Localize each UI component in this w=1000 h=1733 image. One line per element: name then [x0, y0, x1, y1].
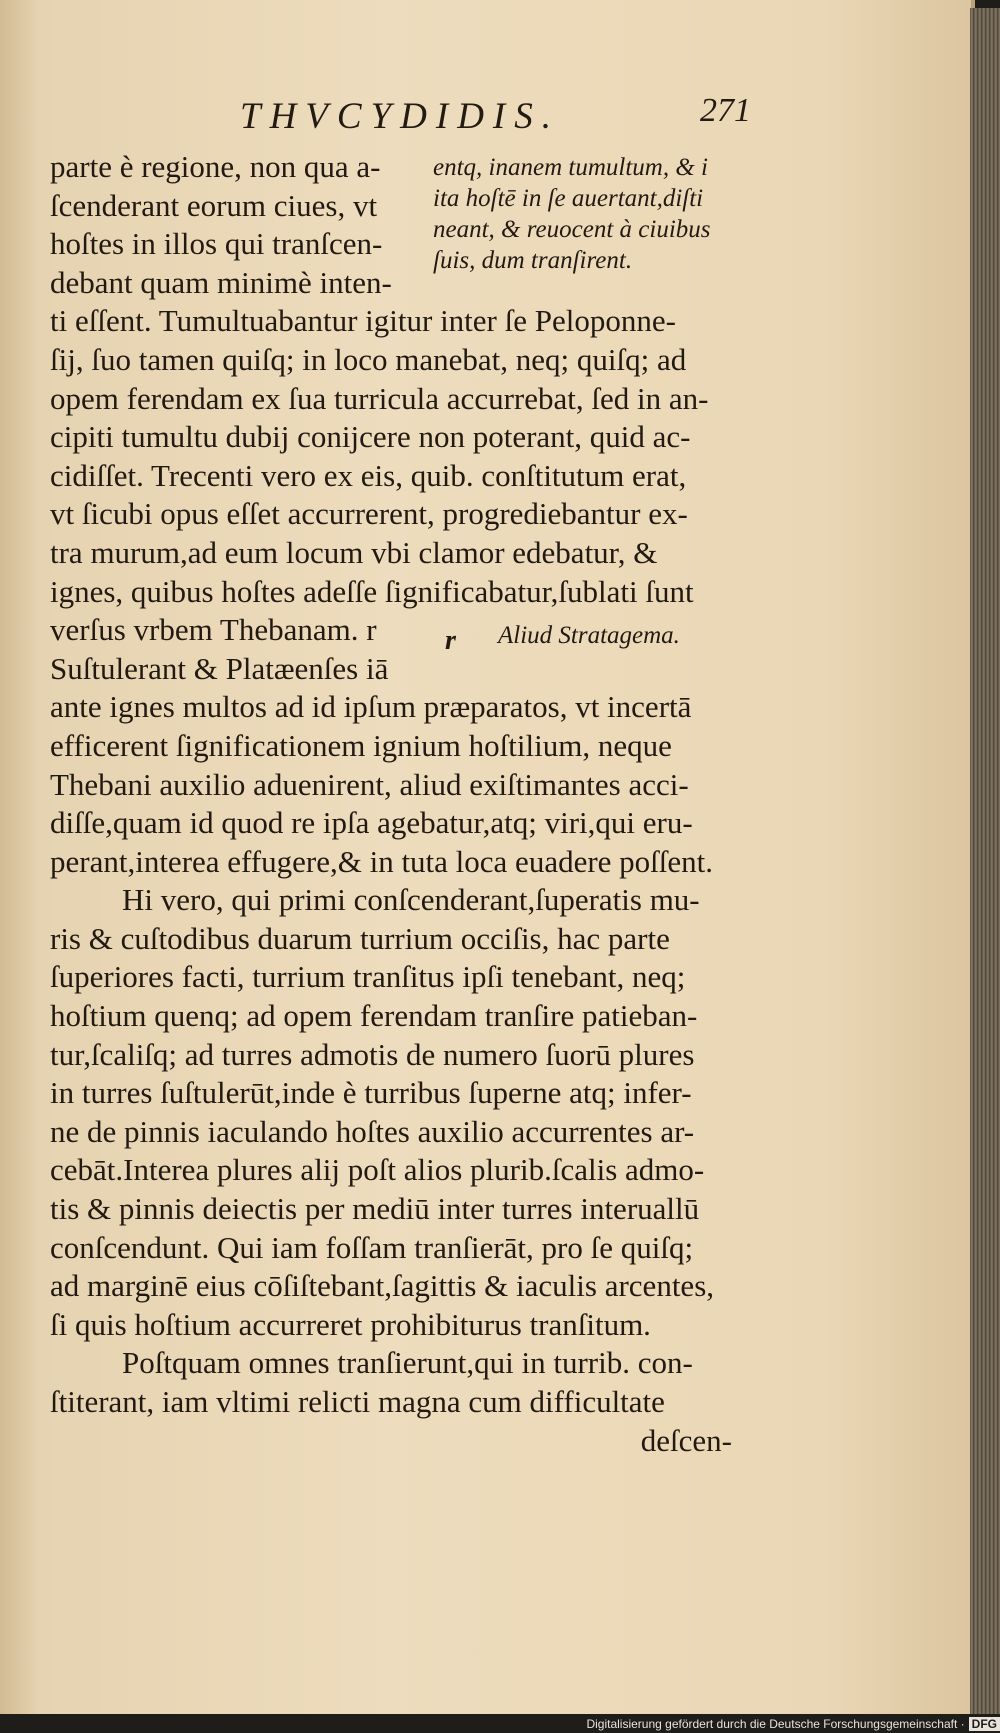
text-line: ne de pinnis iaculando hoſtes auxilio accurrentes ar-	[50, 1113, 695, 1149]
text-line: efficerent ſignificationem ignium hoſtilium, neque	[50, 727, 672, 763]
marginal-note-line: ita hoſtē in ſe auertant,diſti	[433, 185, 704, 212]
text-line: ignes, quibus hoſtes adeſſe ſignificabatur,ſublati ſunt	[50, 573, 694, 609]
text-line: ad marginē eius cōſiſtebant,ſagittis & iaculis arcentes,	[50, 1268, 715, 1304]
text-line: ſi quis hoſtium accurreret prohibiturus tranſitum.	[50, 1306, 651, 1342]
marginal-note-marker: r	[445, 625, 456, 656]
text-line: Thebani auxilio aduenirent, aliud exiſtimantes acci-	[50, 766, 689, 802]
page-number: 271	[700, 92, 751, 129]
text-line: Hi vero, qui primi conſcenderant,ſuperatis mu-	[122, 882, 700, 918]
text-line: parte è regione, non qua a-	[50, 149, 381, 184]
text-line: cidiſſet. Trecenti vero ex eis, quib. conſtitutum erat,	[50, 457, 687, 493]
text-line: diſſe,quam id quod re ipſa agebatur,atq; viri,qui eru-	[50, 805, 693, 841]
page-stack-edge	[970, 8, 1000, 1714]
text-line: conſcendunt. Qui iam foſſam tranſierāt, pro ſe quiſq;	[50, 1229, 694, 1265]
text-line: tur,ſcaliſq; ad turres admotis de numero ſuorū plures	[50, 1036, 695, 1072]
text-line: cebāt.Interea plures alij poſt alios plurib.ſcalis admo-	[50, 1152, 705, 1188]
text-line: ti eſſent. Tumultuabantur igitur inter ſe Peloponne-	[50, 303, 676, 339]
text-line: hoſtes in illos qui tranſcen-	[50, 226, 383, 262]
text-line: perant,interea effugere,& in tuta loca euadere poſſent.	[50, 843, 714, 879]
marginal-note	[433, 152, 783, 276]
text-line: verſus vrbem Thebanam. r	[50, 612, 377, 648]
marginal-note-stratagem: Aliud Stratagema.	[498, 622, 680, 649]
dfg-logo: DFG	[969, 1717, 1000, 1731]
marginal-note-line: entq, inanem tumultum, & i	[433, 154, 708, 181]
text-line: tis & pinnis deiectis per mediū inter turres interuallū	[50, 1191, 700, 1227]
text-line: ſij, ſuo tamen quiſq; in loco manebat, neq; quiſq; ad	[50, 341, 687, 377]
text-line: Suſtulerant & Platæenſes iā	[50, 650, 389, 686]
text-line: ſcenderant eorum ciues, vt	[50, 187, 378, 223]
text-line: in turres ſuſtulerūt,inde è turribus ſuperne atq; infer-	[50, 1075, 692, 1111]
running-title: THVCYDIDIS.	[240, 96, 560, 137]
digitization-credit	[510, 1716, 1000, 1733]
catchword: deſcen-	[640, 1422, 732, 1458]
text-line: Poſtquam omnes tranſierunt,qui in turrib. con-	[122, 1345, 693, 1381]
text-line: debant quam minimè inten-	[50, 264, 392, 300]
marginal-note-line: ſuis, dum tranſirent.	[433, 247, 633, 274]
text-line: hoſtium quenq; ad opem ferendam tranſire patieban-	[50, 998, 698, 1034]
text-line: ante ignes multos ad id ipſum præparatos, vt incertā	[50, 689, 692, 725]
text-line: tra murum,ad eum locum vbi clamor edebatur, &	[50, 534, 658, 570]
text-line: cipiti tumultu dubij conijcere non poterant, quid ac-	[50, 419, 691, 455]
credit-text: Digitalisierung gefördert durch die Deutsche Forschungsgemeinschaft ·	[586, 1717, 965, 1731]
text-line: opem ferendam ex ſua turricula accurrebat, ſed in an-	[50, 380, 709, 416]
text-line: ris & cuſtodibus duarum turrium occiſis, hac parte	[50, 920, 670, 956]
text-line: vt ſicubi opus eſſet accurrerent, progrediebantur ex-	[50, 496, 688, 532]
body-text	[50, 148, 768, 1460]
text-line: ſtiterant, iam vltimi relicti magna cum difficultate	[50, 1384, 665, 1419]
marginal-note-line: neant, & reuocent à ciuibus	[433, 216, 711, 243]
text-line: ſuperiores facti, turrium tranſitus ipſi tenebant, neq;	[50, 959, 686, 995]
